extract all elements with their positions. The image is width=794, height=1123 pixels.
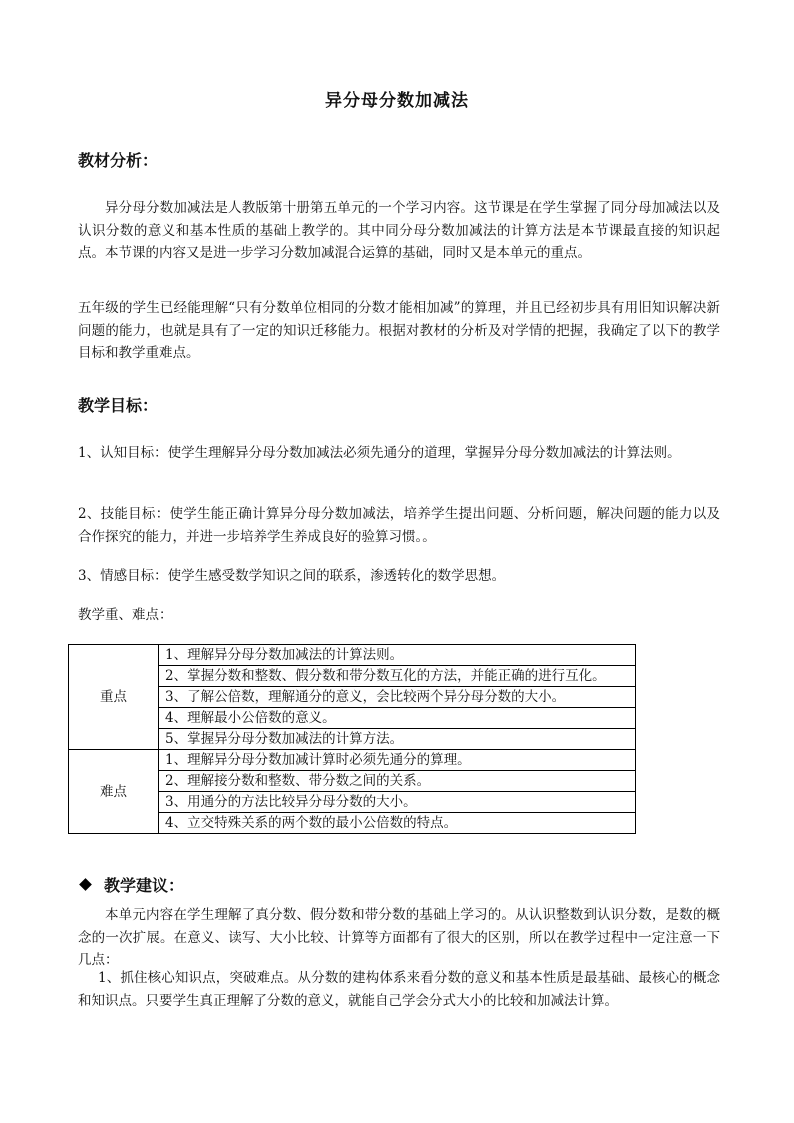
key-point-item: 2、掌握分数和整数、假分数和带分数互化的方法，并能正确的进行互化。 xyxy=(159,666,636,687)
key-point-item: 5、掌握异分母分数加减法的计算方法。 xyxy=(159,729,636,750)
goal-cognitive: 1、认知目标：使学生理解异分母分数加减法必须先通分的道理，掌握异分母分数加减法的计算法则。 xyxy=(78,445,681,461)
key-difficult-table xyxy=(68,644,636,834)
paragraph-suggestions-2: 1、抓住核心知识点，突破难点。从分数的建构体系来看分数的意义和基本性质是最基础、最核心的概念和知识点。只要学生真正理解了分数的意义，就能自己学会分式大小的比较和加减法计算。 xyxy=(78,970,720,1009)
difficult-point-item: 3、用通分的方法比较异分母分数的大小。 xyxy=(159,792,636,813)
difficult-point-item: 2、理解接分数和整数、带分数之间的关系。 xyxy=(159,771,636,792)
paragraph-material-analysis-1: 异分母分数加减法是人教版第十册第五单元的一个学习内容。这节课是在学生掌握了同分母加减法以及认识分数的意义和基本性质的基础上教学的。其中同分母分数加减法的计算方法是本节课最直接的知识起点。本节课的内容又是进一步学习分数加减混合运算的基础，同时又是本单元的重点。 xyxy=(78,200,720,261)
paragraph-suggestions-1: 本单元内容在学生理解了真分数、假分数和带分数的基础上学习的。从认识整数到认识分数，是数的概念的一次扩展。在意义、读写、大小比较、计算等方面都有了很大的区别，所以在教学过程中一定注意一下几点： xyxy=(78,907,720,968)
goal-emotional: 3、情感目标：使学生感受数学知识之间的联系，渗透转化的数学思想。 xyxy=(78,568,506,584)
section-heading-material-analysis: 教材分析： xyxy=(78,151,159,170)
difficult-points-label: 难点 xyxy=(69,750,159,834)
key-points-label: 重点 xyxy=(69,645,159,750)
difficult-point-item: 1、理解异分母分数加减计算时必须先通分的算理。 xyxy=(159,750,636,771)
key-point-item: 4、理解最小公倍数的意义。 xyxy=(159,708,636,729)
document-title: 异分母分数加减法 xyxy=(325,91,469,111)
suggestions-heading-text: 教学建议： xyxy=(104,876,185,895)
diamond-bullet-icon xyxy=(79,878,92,891)
section-heading-teaching-goals: 教学目标： xyxy=(78,396,159,415)
goal-skill: 2、技能目标：使学生能正确计算异分母分数加减法，培养学生提出问题、分析问题，解决问题的能力以及合作探究的能力，并进一步培养学生养成良好的验算习惯。。 xyxy=(78,506,720,545)
table-row xyxy=(69,750,636,771)
key-point-item: 1、理解异分母分数加减法的计算法则。 xyxy=(159,645,636,666)
difficult-point-item: 4、立交特殊关系的两个数的最小公倍数的特点。 xyxy=(159,813,636,834)
table-row xyxy=(69,645,636,666)
key-point-item: 3、了解公倍数，理解通分的意义，会比较两个异分母分数的大小。 xyxy=(159,687,636,708)
paragraph-material-analysis-2: 五年级的学生已经能理解“只有分数单位相同的分数才能相加减”的算理，并且已经初步具有用旧知识解决新问题的能力，也就是具有了一定的知识迁移能力。根据对教材的分析及对学情的把握，我确定了以下的教学目标和教学重难点。 xyxy=(78,300,720,361)
focus-label: 教学重、难点： xyxy=(78,607,173,623)
section-heading-teaching-suggestions xyxy=(78,873,184,896)
